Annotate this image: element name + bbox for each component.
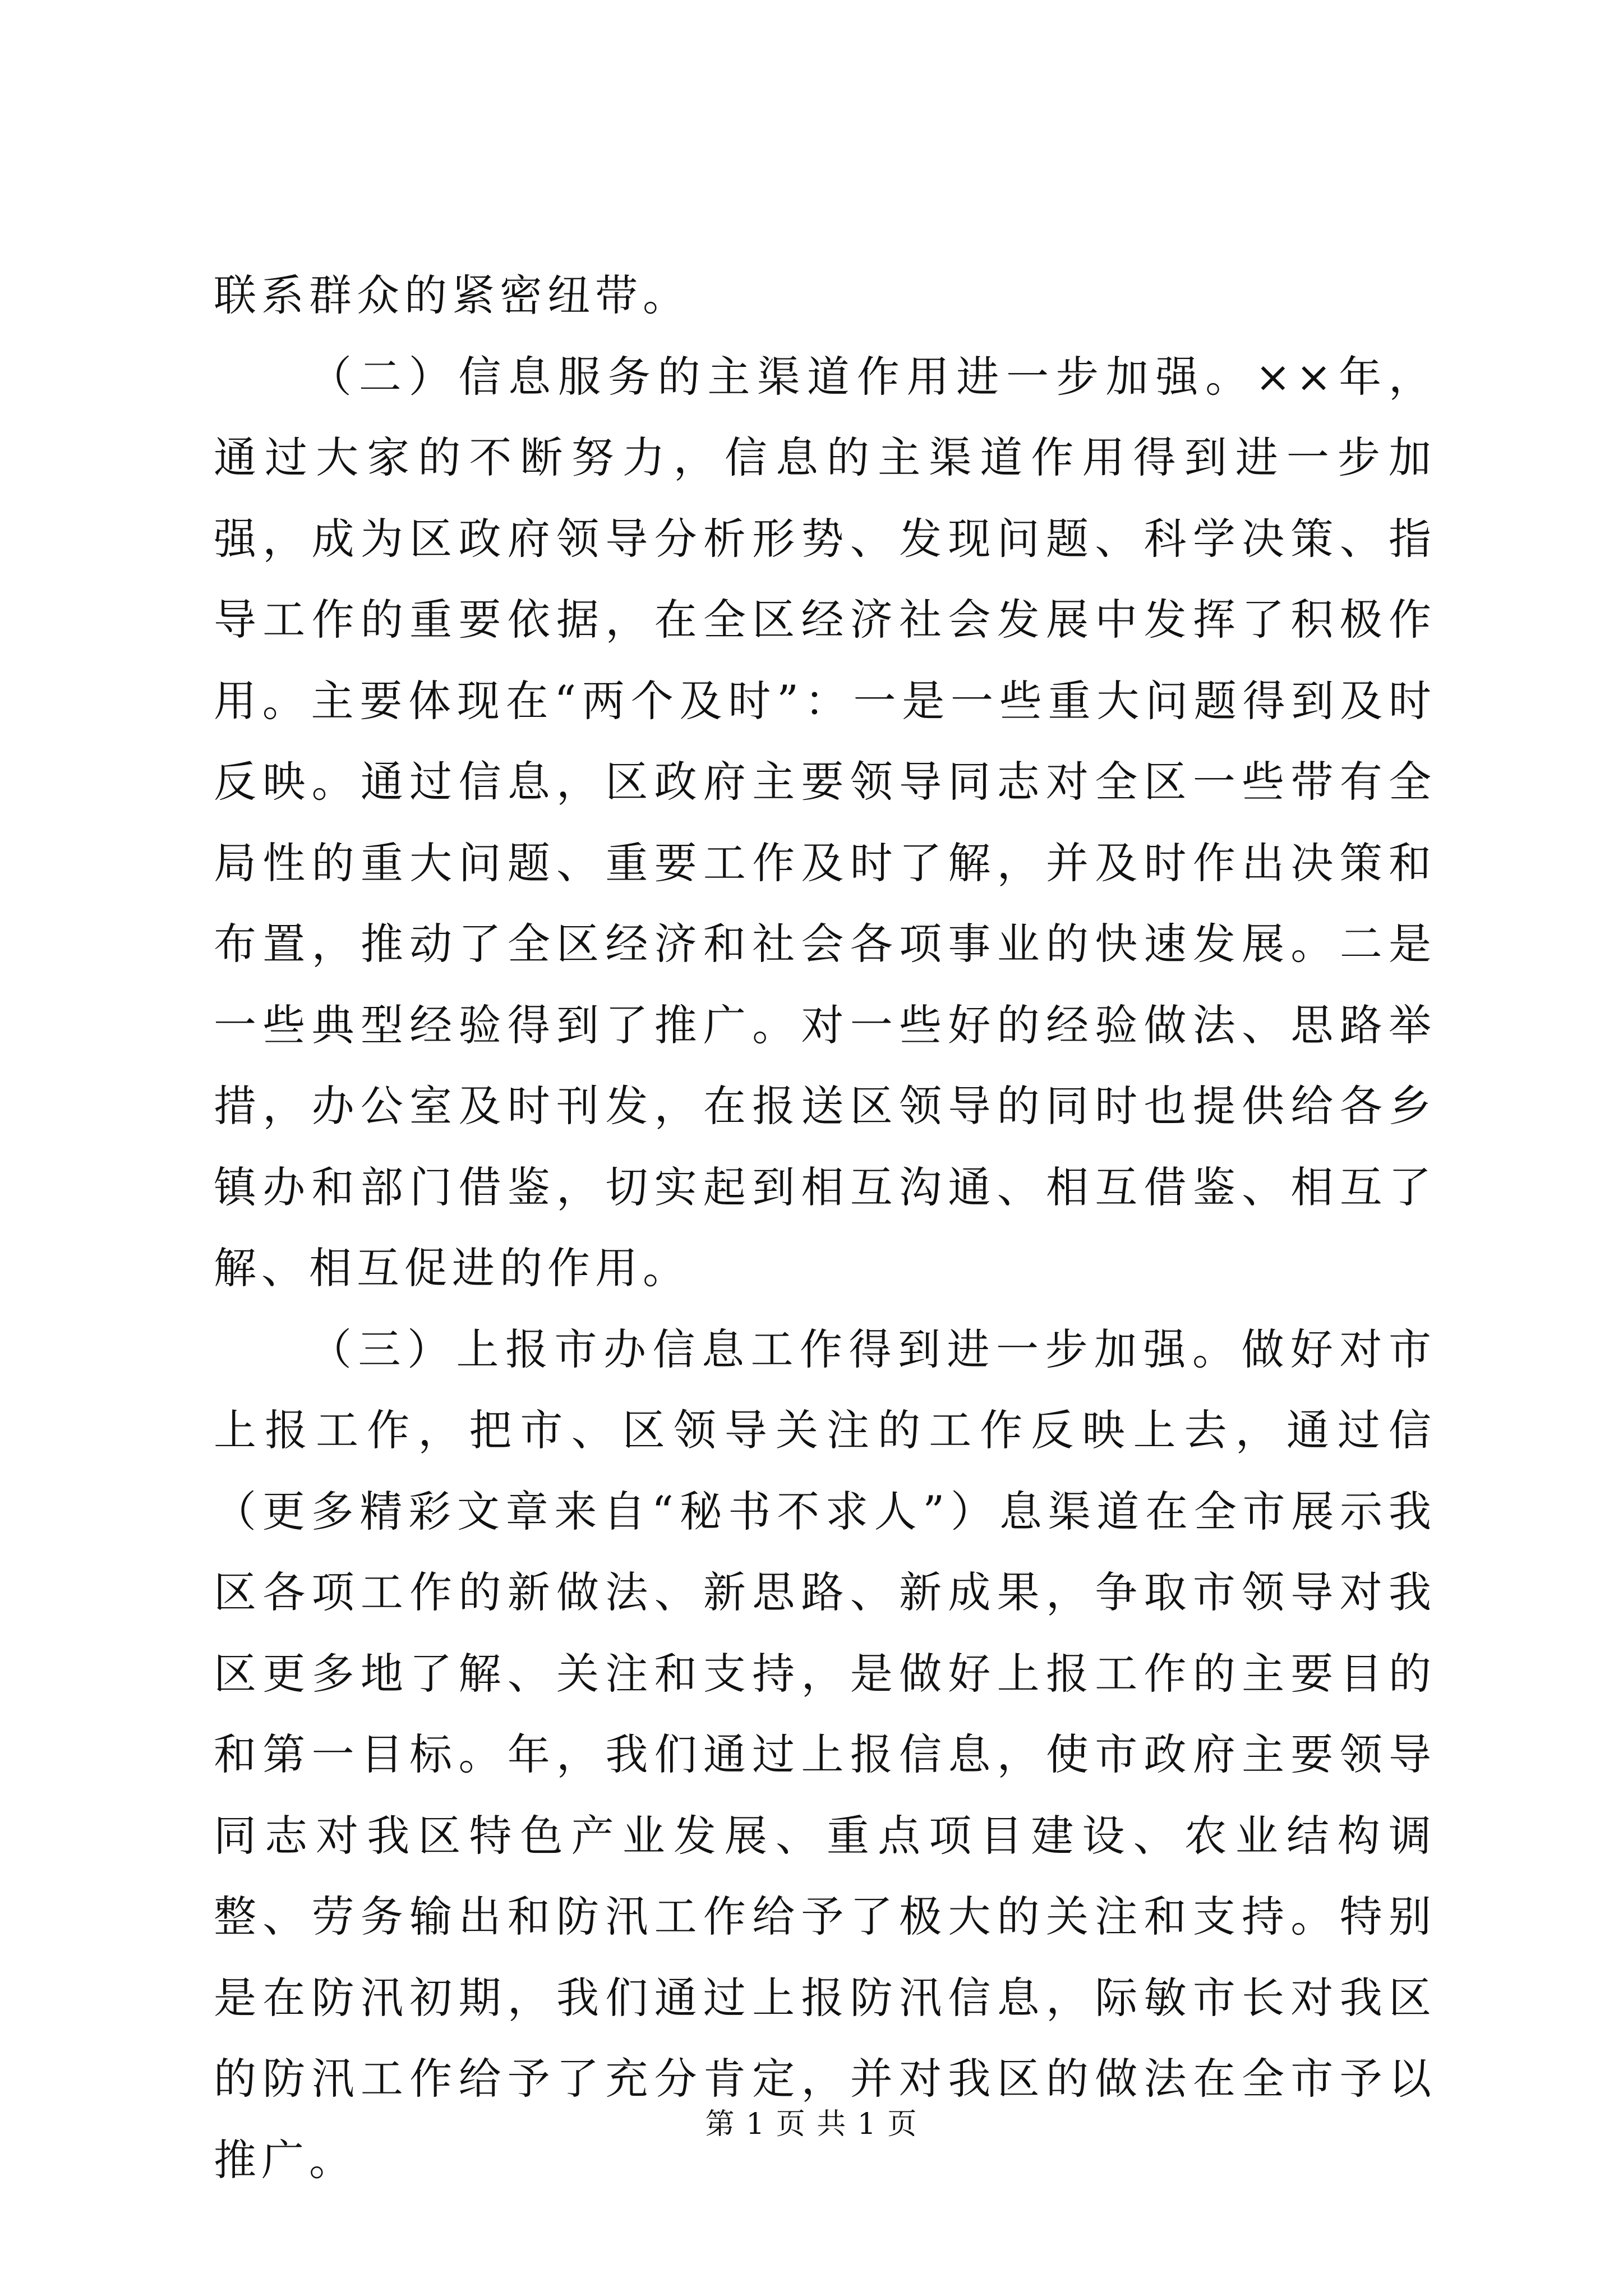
paragraph-section-2: （二）信息服务的主渠道作用进一步加强。××年，通过大家的不断努力，信息的主渠道作用得到进一步加强，成为区政府领导分析形势、发现问题、科学决策、指导工作的重要依据，在全区经济社会发展中发挥了积极作用。主要体现在“两个及时”：一是一些重大问题得到及时反映。通过信息，区政府主要领导同志对全区一些带有全局性的重大问题、重要工作及时了解，并及时作出决策和布置，推动了全区经济和社会各项事业的快速发展。二是一些典型经验得到了推广。对一些好的经验做法、思路举措，办公室及时刊发，在报送区领导的同时也提供给各乡镇办和部门借鉴，切实起到相互沟通、相互借鉴、相互了解、相互促进的作用。 bbox=[214, 351, 1436, 1293]
page-footer bbox=[0, 2105, 1623, 2144]
paragraph-continuation: 联系群众的紧密纽带。 bbox=[214, 270, 690, 320]
paragraph-section-3: （三）上报市办信息工作得到进一步加强。做好对市上报工作，把市、区领导关注的工作反映上去，通过信（更多精彩文章来自“秘书不求人”）息渠道在全市展示我区各项工作的新做法、新思路、新成果，争取市领导对我区更多地了解、关注和支持，是做好上报工作的主要目的和第一目标。年，我们通过上报信息，使市政府主要领导同志对我区特色产业发展、重点项目建设、农业结构调整、劳务输出和防汛工作给予了极大的关注和支持。特别是在防汛初期，我们通过上报防汛信息，际敏市长对我区的防汛工作给予了充分肯定，并对我区的做法在全市予以推广。 bbox=[214, 1324, 1436, 2185]
page-indicator: 第 1 页 共 1 页 bbox=[705, 2108, 918, 2141]
document-body bbox=[214, 255, 1436, 2201]
